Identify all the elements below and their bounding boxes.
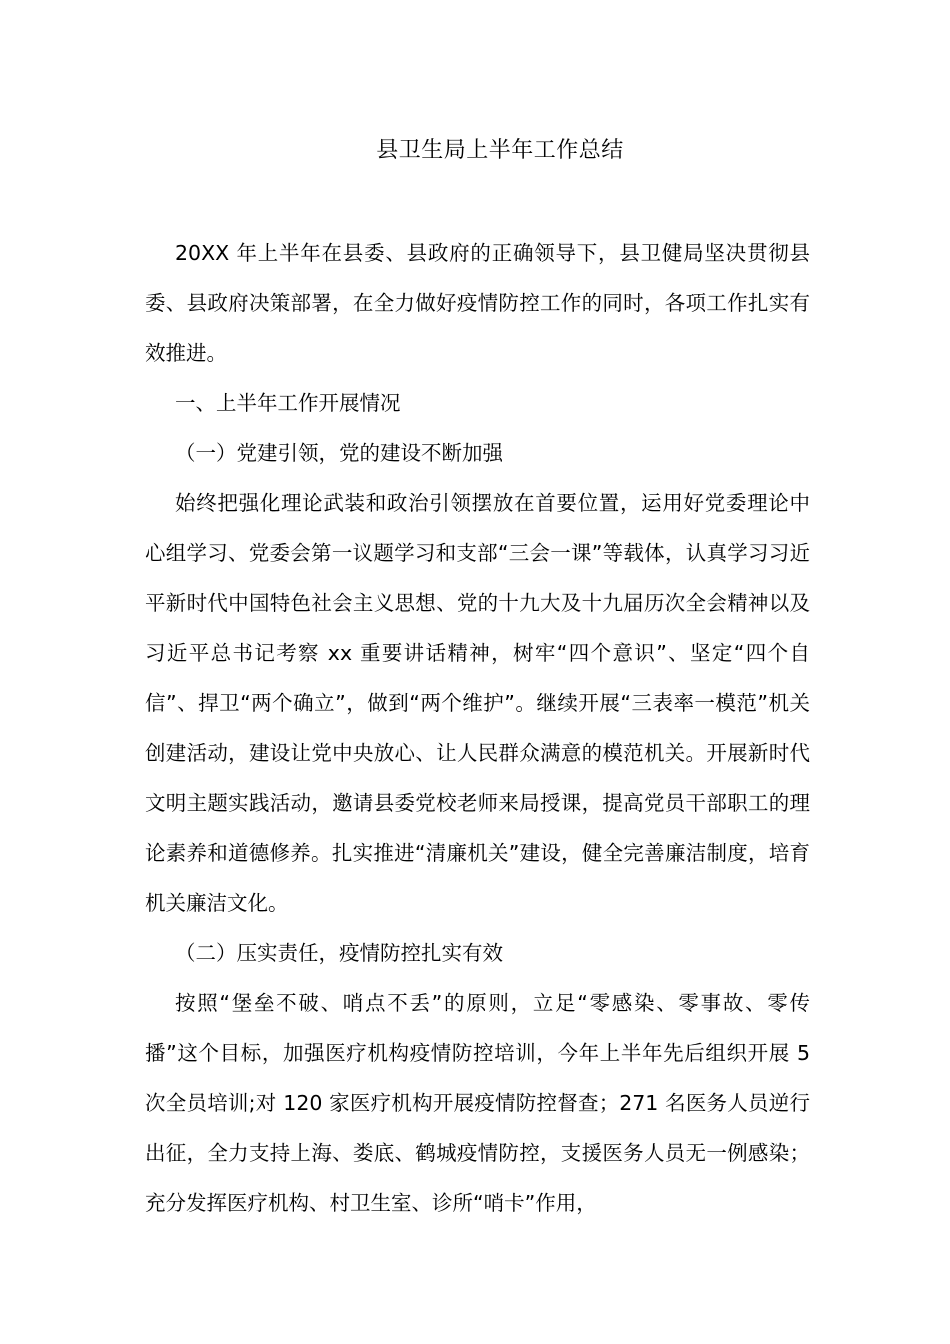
party-building-paragraph: 始终把强化理论武装和政治引领摆放在首要位置，运用好党委理论中心组学习、党委会第一议题学习和支部“三会一课”等载体，认真学习习近平新时代中国特色社会主义思想、党的十九大及十九届历次全会精神以及习近平总书记考察 xx 重要讲话精神，树牢“四个意识”、坚定“四个自信”、捍卫“两个确立”，做到“两个维护”。继续开展“三表率一模范”机关创建活动，建设让党中央放心、让人民群众满意的模范机关。开展新时代文明主题实践活动，邀请县委党校老师来局授课，提高党员干部职工的理论素养和道德修养。扎实推进“清廉机关”建设，健全完善廉洁制度，培育机关廉洁文化。 (145, 491, 810, 915)
subsection-heading-party-building: （一）党建引领，党的建设不断加强 (175, 441, 503, 465)
section-heading: 一、上半年工作开展情况 (175, 391, 401, 415)
epidemic-control-paragraph: 按照“堡垒不破、哨点不丢”的原则，立足“零感染、零事故、零传播”这个目标，加强医疗机构疫情防控培训，今年上半年先后组织开展 5 次全员培训;对 120 家医疗机构开展疫情防控督查；271 名医务人员逆行出征，全力支持上海、娄底、鹤城疫情防控，支援医务人员无一例感染；充分发挥医疗机构、村卫生室、诊所“哨卡”作用， (145, 991, 810, 1215)
subsection-heading-epidemic-control: （二）压实责任，疫情防控扎实有效 (175, 941, 503, 965)
document-body (145, 228, 810, 1228)
document-title: 县卫生局上半年工作总结 (376, 138, 624, 163)
intro-paragraph: 20XX 年上半年在县委、县政府的正确领导下，县卫健局坚决贯彻县委、县政府决策部署，在全力做好疫情防控工作的同时，各项工作扎实有效推进。 (145, 241, 810, 365)
